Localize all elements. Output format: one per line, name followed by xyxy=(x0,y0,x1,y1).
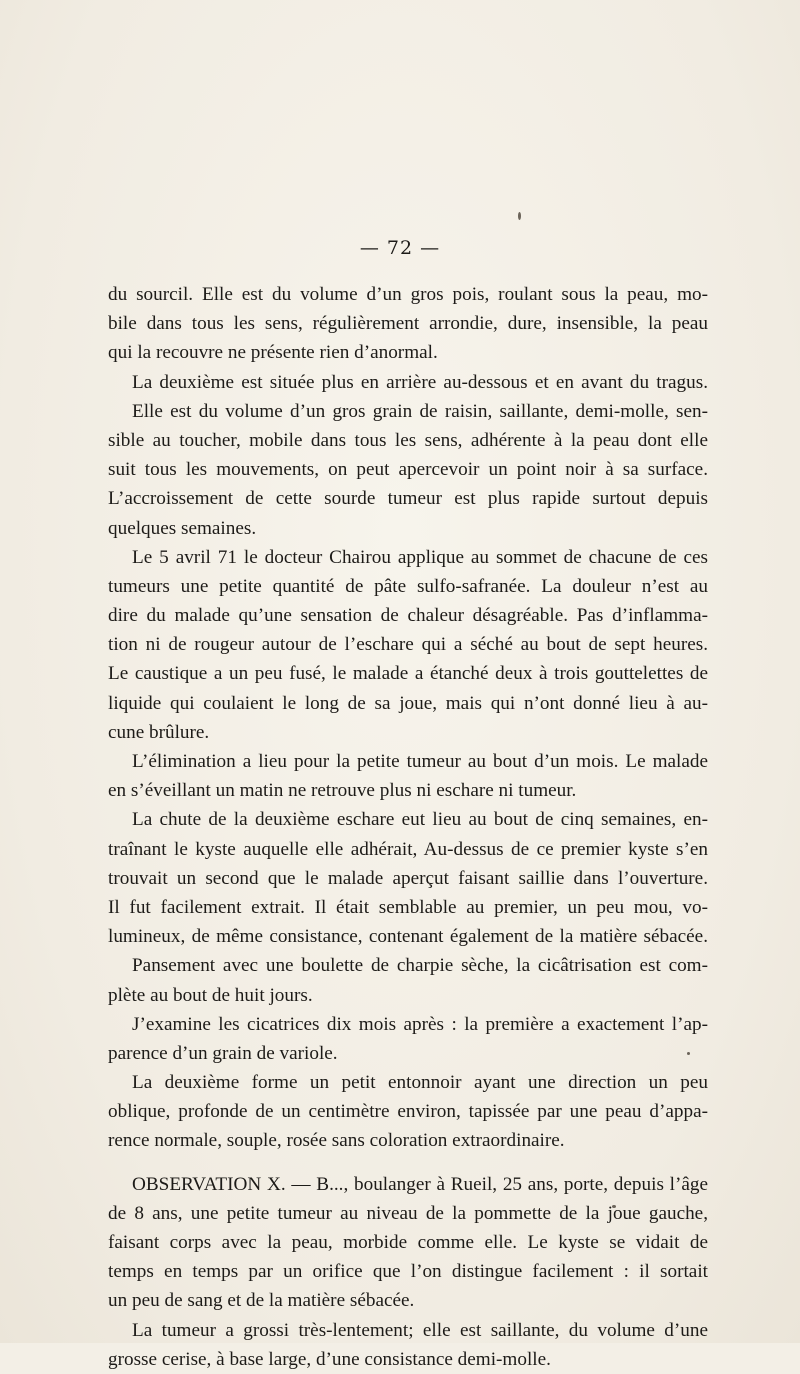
text-line: du sourcil. Elle est du volume d’un gros pois, roulant sous la peau, mo- xyxy=(108,284,708,305)
text-line: Le caustique a un peu fusé, le malade a étanché deux à trois gouttelettes de xyxy=(108,663,708,685)
page-number: — 72 — xyxy=(359,237,441,259)
text-line: cune brûlure. xyxy=(108,721,210,743)
text-line: Il fut facilement extrait. Il était semblable au premier, un peu mou, vo- xyxy=(108,896,708,918)
text-line: un peu de sang et de la matière sébacée. xyxy=(108,1290,415,1312)
text-line: La deuxième forme un petit entonnoir ayant une direction un peu xyxy=(132,1072,708,1094)
text-line: en s’éveillant un matin ne retrouve plus ni eschare ni tumeur. xyxy=(108,780,577,802)
text-line: bile dans tous les sens, régulièrement arrondie, dure, insensible, la peau xyxy=(108,313,708,335)
text-line: L’accroissement de cette sourde tumeur est plus rapide surtout depuis xyxy=(108,488,708,510)
text-line: La chute de la deuxième eschare eut lieu au bout de cinq semaines, en- xyxy=(132,809,708,831)
text-line: oblique, profonde de un centimètre environ, tapissée par une peau d’appa- xyxy=(108,1101,708,1123)
text-line: plète au bout de huit jours. xyxy=(108,984,313,1006)
text-line: liquide qui coulaient le long de sa joue, mais qui n’ont donné lieu à au- xyxy=(108,692,708,714)
text-line: rence normale, souple, rosée sans coloration extraordinaire. xyxy=(108,1130,565,1152)
text-line: L’élimination a lieu pour la petite tumeur au bout d’un mois. Le malade xyxy=(132,751,708,772)
text-line: La tumeur a grossi très-lentement; elle est saillante, du volume d’une xyxy=(132,1319,708,1341)
text-line: J’examine les cicatrices dix mois après : la première a exactement l’ap- xyxy=(132,1013,708,1035)
text-line: grosse cerise, à base large, d’une consistance demi-molle. xyxy=(108,1348,551,1370)
text-line: Pansement avec une boulette de charpie sèche, la cicâtrisation est com- xyxy=(132,955,708,977)
text-line: tion ni de rougeur autour de l’eschare qui a séché au bout de sept heures. xyxy=(108,634,708,656)
text-line: tumeurs une petite quantité de pâte sulfo-safranée. La douleur n’est au xyxy=(108,575,708,597)
text-line: suit tous les mouvements, on peut apercevoir un point noir à sa surface. xyxy=(108,459,708,481)
text-line: traînant le kyste auquelle elle adhérait, Au-dessus de ce premier kyste s’en xyxy=(108,838,708,860)
text-line: sible au toucher, mobile dans tous les sens, adhérente à la peau dont elle xyxy=(108,429,708,451)
ink-speck xyxy=(518,212,521,220)
text-line: temps en temps par un orifice que l’on distingue facilement : il sortait xyxy=(108,1261,708,1283)
text-line: La deuxième est située plus en arrière au-dessous et en avant du tragus. xyxy=(132,371,708,393)
text-line: parence d’un grain de variole. xyxy=(108,1042,338,1064)
text-line: quelques semaines. xyxy=(108,517,257,539)
text-line: dire du malade qu’une sensation de chaleur désagréable. Pas d’inflamma- xyxy=(108,605,708,627)
text-line: OBSERVATION X. — B..., boulanger à Rueil, 25 ans, porte, depuis l’âge xyxy=(132,1173,708,1195)
text-line: Le 5 avril 71 le docteur Chairou applique au sommet de chacune de ces xyxy=(132,546,708,568)
body-text xyxy=(108,280,708,1374)
text-line: trouvait un second que le malade aperçut faisant saillie dans l’ouverture. xyxy=(108,867,708,889)
text-line: de 8 ans, une petite tumeur au niveau de la pommette de la joue gauche, xyxy=(108,1202,708,1224)
text-line: faisant corps avec la peau, morbide comme elle. Le kyste se vidait de xyxy=(108,1232,708,1253)
text-line: lumineux, de même consistance, contenant également de la matière sébacée. xyxy=(108,926,708,948)
text-line: qui la recouvre ne présente rien d’anormal. xyxy=(108,342,438,364)
text-line: Elle est du volume d’un gros grain de raisin, saillante, demi-molle, sen- xyxy=(132,400,708,422)
